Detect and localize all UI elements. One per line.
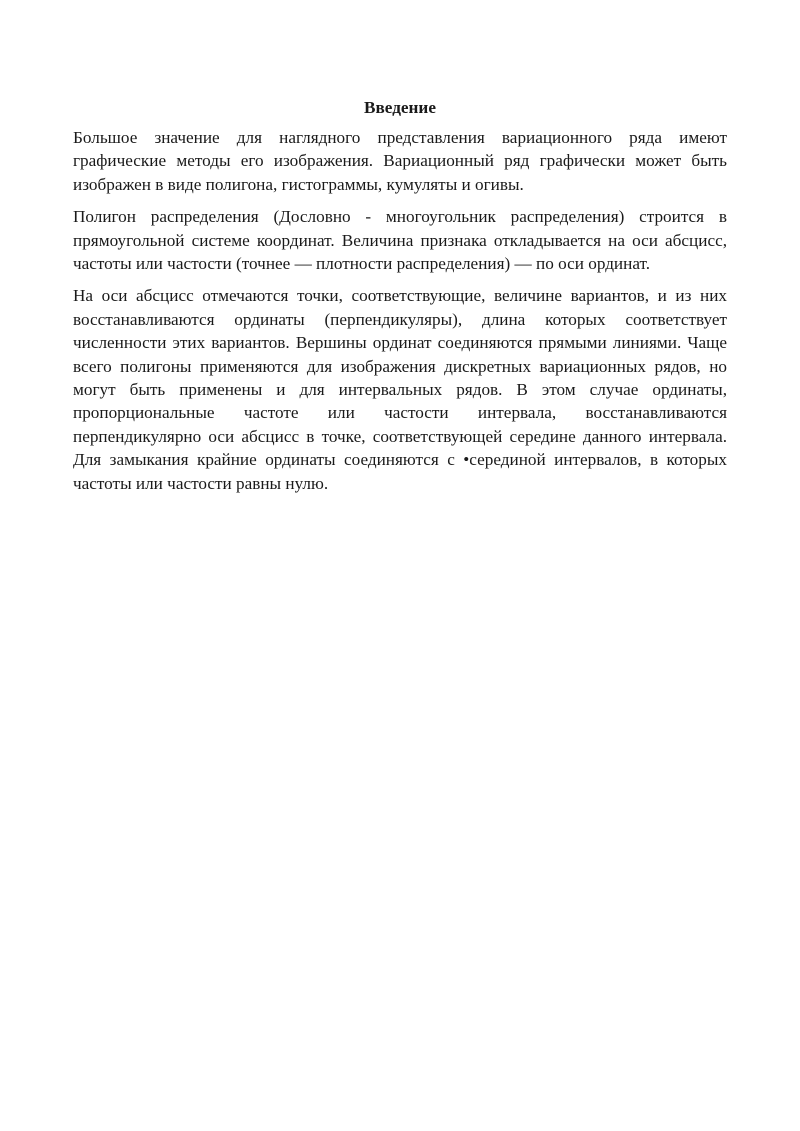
paragraph-intro: Большое значение для наглядного представления вариационного ряда имеют графические методы его изображения. Вариационный ряд графически может быть изображен в виде полигона, гистограммы, кумуляты и огивы.: [73, 128, 727, 194]
section-heading: Введение: [364, 98, 436, 117]
document-body: [73, 96, 727, 504]
paragraph-polygon-definition: Полигон распределения (Дословно - многоугольник распределения) строится в прямоугольной системе координат. Величина признака откладывается на оси абсцисс, частоты или частости (точнее — плотности распределения) — по оси ординат.: [73, 207, 727, 274]
paragraph-polygon-construction: На оси абсцисс отмечаются точки, соответствующие, величине вариантов, и из них восстанавливаются ординаты (перпендикуляры), длина которых соответствует численности этих вариантов. Вершины ординат соединяются прямыми линиями. Чаще всего полигоны применяются для изображения дискретных вариационных рядов, но могут быть применены и для интервальных рядов. В этом случае ординаты, пропорциональные частоте или частости интервала, восстанавливаются перпендикулярно оси абсцисс в точке, соответствующей середине данного интервала. Для замыкания крайние ординаты соединяются с •серединой интервалов, в которых частоты или частости равны нулю.: [73, 286, 727, 493]
